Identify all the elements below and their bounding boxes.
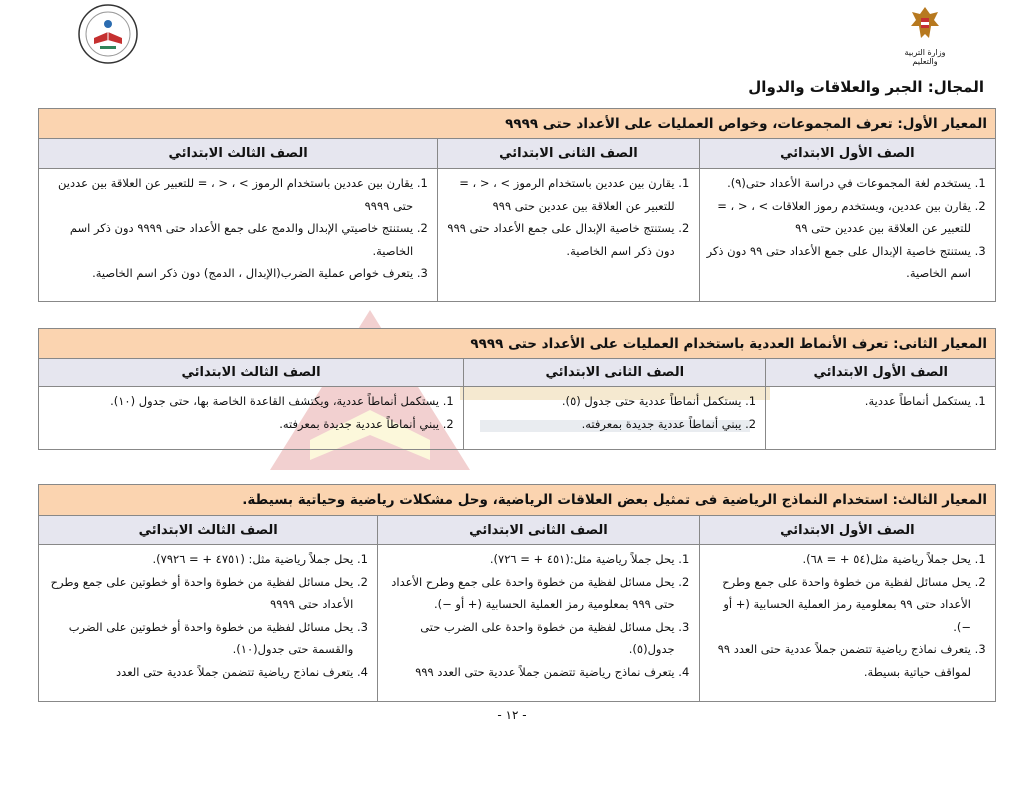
grade-2-header: الصف الثانى الابتدائي bbox=[463, 359, 765, 386]
list-item: 2. يبني أنماطاً عددية جديدة بمعرفته. bbox=[468, 413, 741, 436]
list-item: 2. يحل مسائل لفظية من خطوة واحدة أو خطوتين على جمع وطرح الأعداد حتى ٩٩٩٩ bbox=[43, 571, 353, 616]
list-item: 3. يتعرف خواص عملية الضرب(الإبدال ، الدمج) دون ذكر اسم الخاصية. bbox=[43, 262, 413, 285]
ministry-caption: وزارة التربية والتعليم bbox=[904, 48, 946, 66]
grade-3-header: الصف الثالث الابتدائي bbox=[39, 516, 377, 544]
list-item: 4. يتعرف نماذج رياضية تتضمن جملاً عددية حتى العدد bbox=[43, 661, 353, 684]
standard-2-table bbox=[38, 328, 996, 450]
list-item: 3. يستنتج خاصية الإبدال على جمع الأعداد حتى ٩٩ دون ذكر اسم الخاصية. bbox=[704, 240, 971, 285]
grade-1-header: الصف الأول الابتدائي bbox=[699, 516, 995, 544]
grade-1-header: الصف الأول الابتدائي bbox=[765, 359, 995, 386]
list-item: 4. يتعرف نماذج رياضية تتضمن جملاً عددية حتى العدد ٩٩٩ bbox=[382, 661, 674, 684]
standard-1-table bbox=[38, 108, 996, 302]
grade-1-header: الصف الأول الابتدائي bbox=[699, 139, 995, 168]
standard-3-table bbox=[38, 484, 996, 702]
grade-2-cell bbox=[463, 387, 765, 449]
list-item: 1. يستكمل أنماطاً عددية. bbox=[770, 390, 971, 413]
list-item: 2. يستنتج خاصيتي الإبدال والدمج على جمع الأعداد حتى ٩٩٩٩ دون ذكر اسم الخاصية. bbox=[43, 217, 413, 262]
list-item: 2. يحل مسائل لفظية من خطوة واحدة على جمع وطرح الأعداد حتى ٩٩٩ بمعلومية رمز العملية الحسابية (+ أو −). bbox=[382, 571, 674, 616]
grade-2-cell bbox=[437, 169, 698, 301]
grade-3-header: الصف الثالث الابتدائي bbox=[39, 359, 463, 386]
list-item: 1. يستكمل أنماطاً عددية، ويكتشف القاعدة الخاصة بها، حتى جدول (١٠). bbox=[43, 390, 439, 413]
standard-1-title: المعيار الأول: تعرف المجموعات، وخواص العمليات على الأعداد حتى ٩٩٩٩ bbox=[39, 109, 995, 139]
grade-3-header: الصف الثالث الابتدائي bbox=[39, 139, 437, 168]
standard-1-grade-row bbox=[39, 139, 995, 169]
list-item: 3. يحل مسائل لفظية من خطوة واحدة أو خطوتين على الضرب والقسمة حتى جدول(١٠). bbox=[43, 616, 353, 661]
page-number: - ١٢ - bbox=[497, 708, 527, 722]
list-item: 1. يحل جملاً رياضية مثل:(٤٥١ + = ٧٢٦). bbox=[382, 548, 674, 571]
grade-1-cell bbox=[699, 169, 995, 301]
standard-2-body bbox=[39, 387, 995, 449]
grade-2-cell bbox=[377, 545, 698, 701]
list-item: 1. يحل جملاً رياضية مثل: (٤٧٥١ + = ٧٩٢٦). bbox=[43, 548, 353, 571]
list-item: 2. يحل مسائل لفظية من خطوة واحدة على جمع وطرح الأعداد حتى ٩٩ بمعلومية رمز العملية الحسابية (+ أو −). bbox=[704, 571, 971, 639]
grade-2-header: الصف الثانى الابتدائي bbox=[437, 139, 698, 168]
list-item: 1. يستكمل أنماطاً عددية حتى جدول (٥). bbox=[468, 390, 741, 413]
standard-3-grade-row bbox=[39, 516, 995, 545]
center-logo bbox=[72, 2, 144, 66]
list-item: 2. يستنتج خاصية الإبدال على جمع الأعداد حتى ٩٩٩ دون ذكر اسم الخاصية. bbox=[442, 217, 674, 262]
list-item: 2. يقارن بين عددين، ويستخدم رموز العلاقات > ، < ، = للتعبير عن العلاقة بين عددين حتى ٩٩ bbox=[704, 195, 971, 240]
grade-2-header: الصف الثانى الابتدائي bbox=[377, 516, 698, 544]
grade-1-cell bbox=[699, 545, 995, 701]
domain-title: المجال: الجبر والعلاقات والدوال bbox=[748, 78, 984, 96]
list-item: 1. يستخدم لغة المجموعات في دراسة الأعداد حتى(٩). bbox=[704, 172, 971, 195]
standard-3-body bbox=[39, 545, 995, 701]
standard-2-grade-row bbox=[39, 359, 995, 387]
grade-3-cell bbox=[39, 545, 377, 701]
grade-3-cell bbox=[39, 387, 463, 449]
ministry-crest bbox=[892, 4, 958, 64]
standard-1-body bbox=[39, 169, 995, 301]
list-item: 1. يقارن بين عددين باستخدام الرموز > ، < ، = للتعبير عن العلاقة بين عددين حتى ٩٩٩٩ bbox=[43, 172, 413, 217]
grade-1-cell bbox=[765, 387, 995, 449]
list-item: 3. يحل مسائل لفظية من خطوة واحدة على الضرب حتى جدول(٥). bbox=[382, 616, 674, 661]
list-item: 1. يقارن بين عددين باستخدام الرموز > ، < ، = للتعبير عن العلاقة بين عددين حتى ٩٩٩ bbox=[442, 172, 674, 217]
list-item: 1. يحل جملاً رياضية مثل(٥٤ + = ٦٨). bbox=[704, 548, 971, 571]
standard-3-title: المعيار الثالث: استخدام النماذج الرياضية فى تمثيل بعض العلاقات الرياضية، وحل مشكلات رياضية وحياتية بسيطة. bbox=[39, 485, 995, 516]
standard-2-title: المعيار الثانى: تعرف الأنماط العددية باستخدام العمليات على الأعداد حتى ٩٩٩٩ bbox=[39, 329, 995, 359]
list-item: 3. يتعرف نماذج رياضية تتضمن جملاً عددية حتى العدد ٩٩ لمواقف حياتية بسيطة. bbox=[704, 638, 971, 683]
grade-3-cell bbox=[39, 169, 437, 301]
list-item: 2. يبني أنماطاً عددية جديدة بمعرفته. bbox=[43, 413, 439, 436]
